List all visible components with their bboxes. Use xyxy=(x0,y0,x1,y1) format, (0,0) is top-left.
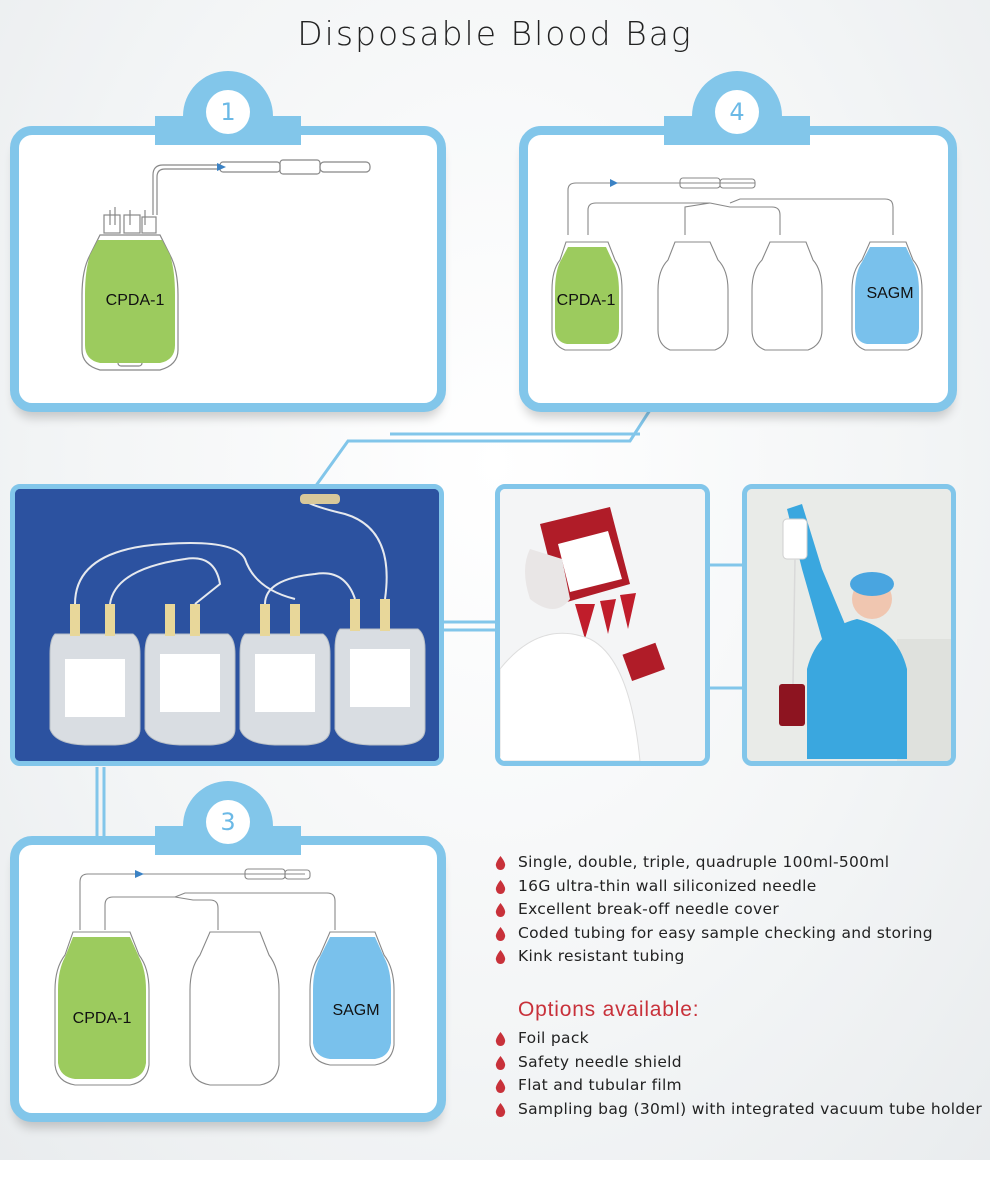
tab-1-number: 1 xyxy=(206,90,250,134)
tab-4 xyxy=(664,70,810,150)
bag-label-sagm-p4: SAGM xyxy=(866,285,914,302)
tab-3-number: 3 xyxy=(206,800,250,844)
bag-label-sagm-p3: SAGM xyxy=(332,1002,380,1019)
blood-drop-icon xyxy=(495,903,506,917)
tab-1 xyxy=(155,70,301,150)
photo-hand-art xyxy=(500,489,705,761)
blood-drop-icon xyxy=(495,927,506,941)
feature-list xyxy=(495,851,933,969)
options-list xyxy=(495,1027,982,1121)
blood-drop-icon xyxy=(495,950,506,964)
feature-item xyxy=(495,898,933,922)
feature-text: 16G ultra-thin wall siliconized needle xyxy=(518,876,817,895)
feature-text: Excellent break-off needle cover xyxy=(518,900,780,919)
feature-text: Kink resistant tubing xyxy=(518,947,685,966)
photo-hand-blood-bag xyxy=(495,484,710,766)
option-item xyxy=(495,1051,982,1075)
bag-diagram-4 xyxy=(540,170,940,370)
feature-text: Single, double, triple, quadruple 100ml-500ml xyxy=(518,853,890,871)
option-text: Flat and tubular film xyxy=(518,1076,682,1095)
blood-drop-icon xyxy=(495,1079,506,1093)
photo-blood-bags xyxy=(10,484,444,766)
options-heading: Options available: xyxy=(518,998,700,1021)
photo-blood-bags-art xyxy=(15,489,439,761)
option-text: Safety needle shield xyxy=(518,1052,682,1071)
option-text: Sampling bag (30ml) with integrated vacuum tube holder xyxy=(518,1099,983,1118)
bag-diagram-3 xyxy=(45,860,425,1100)
blood-drop-icon xyxy=(495,1103,506,1117)
page-title: Disposable Blood Bag xyxy=(297,14,693,53)
blood-drop-icon xyxy=(495,856,506,870)
option-item xyxy=(495,1074,982,1098)
feature-item xyxy=(495,922,933,946)
bag-diagram-1 xyxy=(70,155,390,385)
feature-item xyxy=(495,945,933,969)
blood-drop-icon xyxy=(495,1056,506,1070)
blood-drop-icon xyxy=(495,880,506,894)
tab-4-number: 4 xyxy=(715,90,759,134)
option-item xyxy=(495,1027,982,1051)
feature-item xyxy=(495,851,933,875)
feature-text: Coded tubing for easy sample checking and storing xyxy=(518,923,933,942)
feature-item xyxy=(495,875,933,899)
photo-technician-art xyxy=(747,489,951,761)
bag-label-cpda-p1: CPDA-1 xyxy=(105,292,165,309)
blood-drop-icon xyxy=(495,1032,506,1046)
bag-label-cpda-p3: CPDA-1 xyxy=(72,1010,132,1027)
option-text: Foil pack xyxy=(518,1029,589,1047)
option-item xyxy=(495,1098,982,1122)
photo-technician xyxy=(742,484,956,766)
bag-label-cpda-p4: CPDA-1 xyxy=(556,292,616,309)
tab-3 xyxy=(155,780,301,860)
